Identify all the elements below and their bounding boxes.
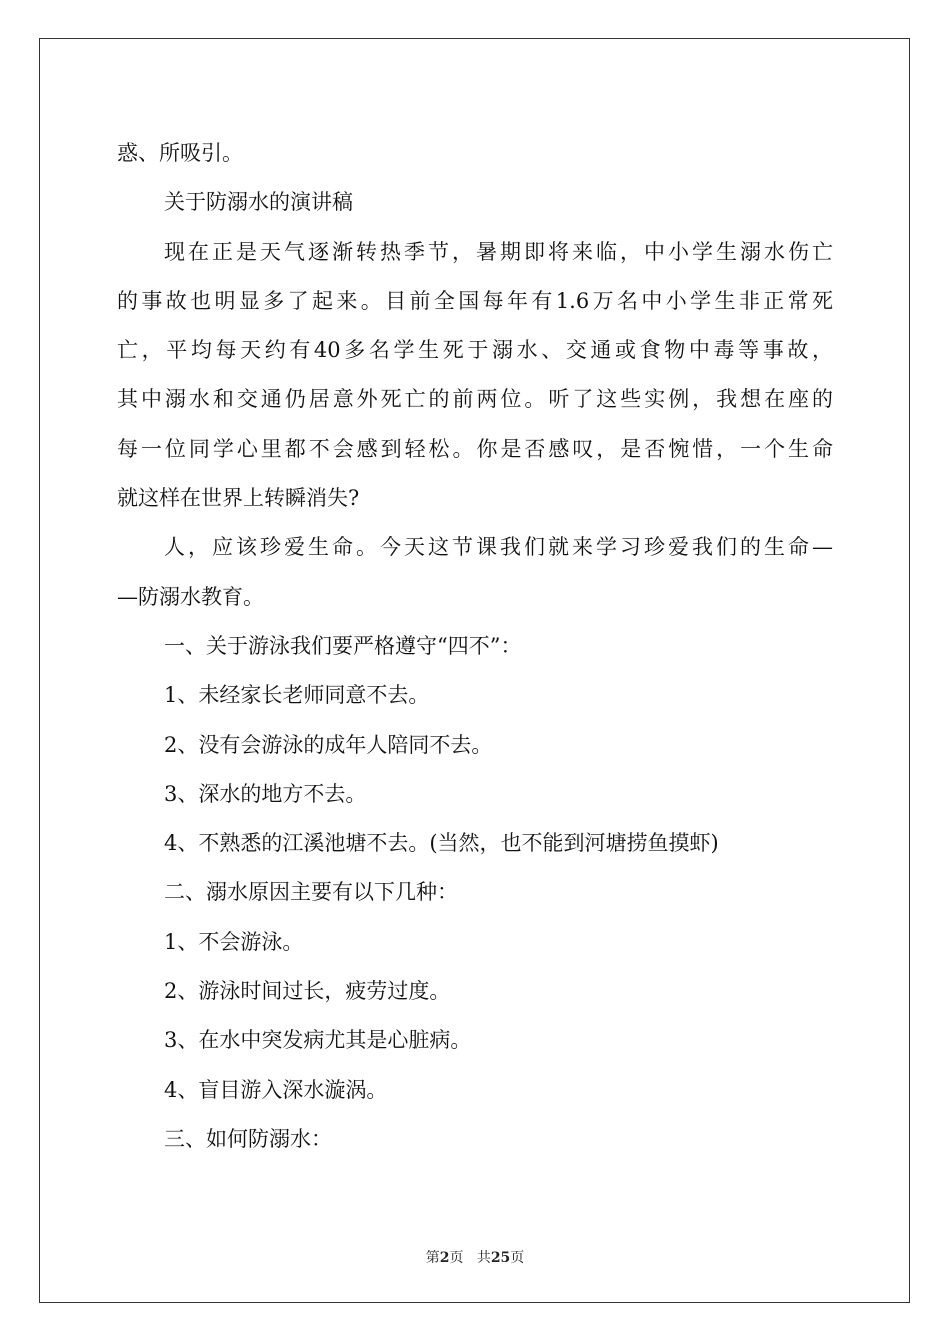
paragraph-line: 每一位同学心里都不会感到轻松。你是否感叹，是否惋惜，一个生命 (117, 436, 833, 461)
list-heading: 三、如何防溺水： (164, 1126, 332, 1151)
paragraph-line: 亡，平均每天约有40多名学生死于溺水、交通或食物中毒等事故， (117, 338, 833, 363)
list-item: 3、深水的地方不去。 (164, 781, 367, 806)
list-item: 4、盲目游入深水漩涡。 (164, 1077, 388, 1102)
paragraph-line: 就这样在世界上转瞬消失? (117, 486, 360, 511)
document-body (117, 129, 833, 1164)
paragraph-line: —防溺水教育。 (117, 584, 264, 609)
page-total: 25 (490, 1250, 511, 1266)
list-item: 2、游泳时间过长，疲劳过度。 (164, 979, 451, 1004)
page-suffix: 页 (449, 1250, 464, 1266)
paragraph-line: 的事故也明显多了起来。目前全国每年有1.6万名中小学生非正常死 (117, 288, 833, 313)
page-footer (0, 1247, 950, 1267)
list-item: 2、没有会游泳的成年人陪同不去。 (164, 732, 493, 757)
total-prefix: 共 (476, 1250, 491, 1266)
list-heading: 一、关于游泳我们要严格遵守“四不”： (164, 633, 522, 658)
list-heading: 二、溺水原因主要有以下几种： (164, 880, 458, 905)
list-item: 1、不会游泳。 (164, 929, 304, 954)
list-item: 4、不熟悉的江溪池塘不去。(当然，也不能到河塘捞鱼摸虾) (164, 831, 719, 856)
page-prefix: 第 (425, 1250, 440, 1266)
section-title: 关于防溺水的演讲稿 (164, 190, 353, 215)
page-number: 2 (439, 1250, 450, 1266)
paragraph-line: 现在正是天气逐渐转热季节，暑期即将来临，中小学生溺水伤亡 (164, 239, 833, 264)
paragraph-line: 其中溺水和交通仍居意外死亡的前两位。听了这些实例，我想在座的 (117, 387, 833, 412)
list-item: 1、未经家长老师同意不去。 (164, 683, 430, 708)
total-suffix: 页 (510, 1250, 525, 1266)
paragraph-line: 惑、所吸引。 (117, 141, 243, 165)
paragraph-line: 人，应该珍爱生命。今天这节课我们就来学习珍爱我们的生命— (164, 535, 833, 560)
list-item: 3、在水中突发病尤其是心脏病。 (164, 1028, 472, 1053)
